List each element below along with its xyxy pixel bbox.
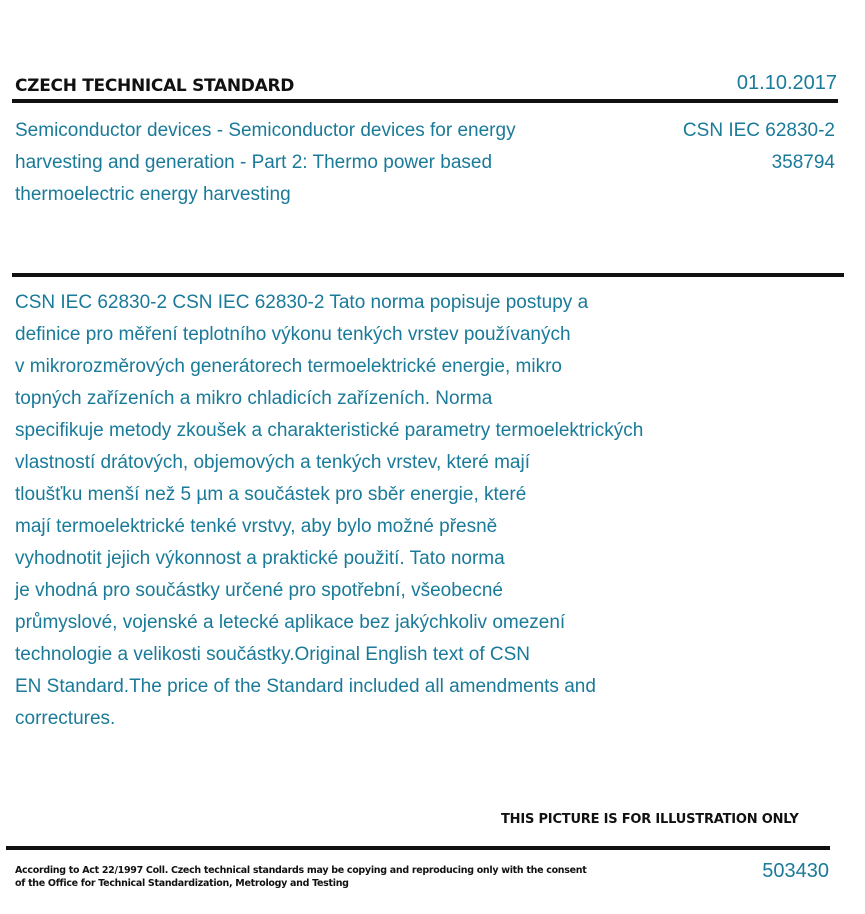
legal-notice: According to Act 22/1997 Coll. Czech technical standards may be copying and reproducing only with the consent of the Office for Technical Standardization, Metrology and Testing (15, 865, 587, 889)
standard-description: CSN IEC 62830-2 CSN IEC 62830-2 Tato norma popisuje postupy a definice pro měření teplotního výkonu tenkých vrstev používaných v mikrorozměrových generátorech termoelektrické energie, mikro topných zařízeních a mikro chladicích zařízeních. Norma specifikuje metody zkoušek a charakteristické parametry termoelektrických vlastností drátových, objemových a tenkých vrstev, které mají tloušťku menší než 5 µm a součástek pro sběr energie, které mají termoelektrické tenké vrstvy, aby bylo možné přesně vyhodnotit jejich výkonnost a praktické použití. Tato norma je vhodná pro součástky určené pro spotřební, všeobecné průmyslové, vojenské a letecké aplikace bez jakýchkoliv omezení technologie a velikosti součástky.Original English text of CSN EN Standard.The price of the Standard included all amendments and correctures. (15, 292, 644, 729)
standard-number-block (683, 115, 835, 179)
middle-divider (12, 273, 844, 277)
standard-number: CSN IEC 62830-2 (682, 120, 835, 141)
illustration-note: THIS PICTURE IS FOR ILLUSTRATION ONLY (501, 812, 799, 827)
document-type-label: CZECH TECHNICAL STANDARD (15, 76, 295, 96)
catalog-number: 503430 (762, 860, 829, 882)
standard-code: 358794 (771, 152, 835, 173)
publication-date: 01.10.2017 (736, 72, 837, 94)
bottom-divider (6, 846, 830, 850)
top-divider (12, 99, 838, 103)
standard-title: Semiconductor devices - Semiconductor devices for energy harvesting and generation - Part 2: Thermo power based thermoelectric energy harvesting (15, 120, 516, 205)
